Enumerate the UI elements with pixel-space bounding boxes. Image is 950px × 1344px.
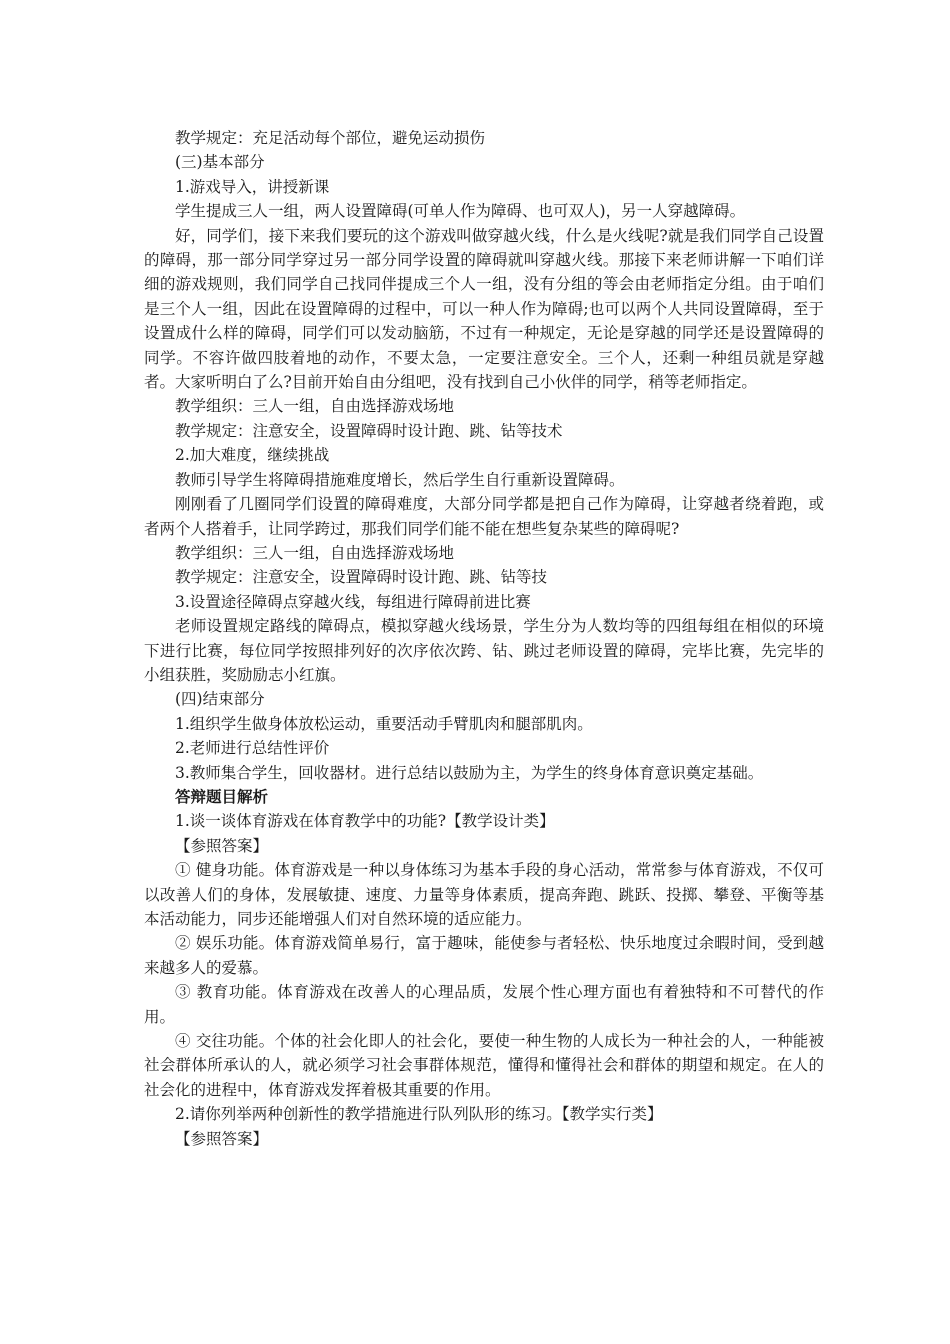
- subheading-obstacle-race: 3.设置途径障碍点穿越火线，每组进行障碍前进比赛: [175, 592, 531, 611]
- subheading-game-intro: 1.游戏导入，讲授新课: [175, 177, 330, 196]
- paragraph-teaching-rule: 教学规定：注意安全，设置障碍时设计跑、跳、钻等技: [175, 568, 548, 587]
- paragraph-game-explanation: 好，同学们，接下来我们要玩的这个游戏叫做穿越火线，什么是火线呢?就是我们同学自己设置的障碍，那一部分同学穿过另一部分同学设置的障碍就叫穿越火线。那接下来老师讲解一下咱们详细的游戏规则，我们同学自己找同伴提成三个人一组，没有分组的等会由老师指定分组。由于咱们是三个人一组，因此在设置障碍的过程中，可以一种人作为障碍;也可以两个人共同设置障碍，至于设置成什么样的障碍，同学们可以发动脑筋，不过有一种规定，无论是穿越的同学还是设置障碍的同学。不容许做四肢着地的动作，不要太急，一定要注意安全。三个人，还剩一种组员就是穿越者。大家听明白了么?目前开始自由分组吧，没有找到自己小伙伴的同学，稍等老师指定。: [144, 226, 824, 392]
- answer-education-function: ③ 教育功能。体育游戏在改善人的心理品质，发展个性心理方面也有着独特和不可替代的作用。: [144, 983, 824, 1026]
- answer-fitness-function: ① 健身功能。体育游戏是一种以身体练习为基本手段的身心活动，常常参与体育游戏，不仅可以改善人们的身体，发展敏捷、速度、力量等身体素质，提高奔跑、跳跃、投掷、攀登、平衡等基本活动能力，同步还能增强人们对自然环境的适应能力。: [144, 861, 824, 928]
- paragraph-teaching-rule: 教学规定：注意安全，设置障碍时设计跑、跳、钻等技术: [175, 421, 563, 440]
- reference-answer-label: 【参照答案】: [175, 836, 269, 855]
- document-page: [144, 126, 824, 1151]
- reference-answer-label: 【参照答案】: [175, 1129, 269, 1148]
- list-item-summary: 3.教师集合学生，回收器材。进行总结以鼓励为主，为学生的终身体育意识奠定基础。: [175, 763, 764, 782]
- paragraph-grouping: 学生提成三人一组，两人设置障碍(可单人作为障碍、也可双人)，另一人穿越障碍。: [175, 202, 746, 221]
- question-1: 1.谈一谈体育游戏在体育教学中的功能?【教学设计类】: [175, 812, 555, 831]
- answer-social-function: ④ 交往功能。个体的社会化即人的社会化，要使一种生物的人成长为一种社会的人，一种能被社会群体所承认的人，就必须学习社会事群体规范，懂得和懂得社会和群体的期望和规定。在人的社会化的进程中，体育游戏发挥着极其重要的作用。: [144, 1032, 824, 1099]
- paragraph-difficulty-talk: 刚刚看了几圈同学们设置的障碍难度，大部分同学都是把自己作为障碍，让穿越者绕着跑，或者两个人搭着手，让同学跨过，那我们同学们能不能在想些复杂某些的障碍呢?: [144, 495, 824, 538]
- subheading-increase-difficulty: 2.加大难度，继续挑战: [175, 446, 330, 465]
- paragraph-teacher-guidance: 教师引导学生将障碍措施难度增长，然后学生自行重新设置障碍。: [175, 470, 625, 489]
- list-item-relaxation: 1.组织学生做身体放松运动，重要活动手臂肌肉和腿部肌肉。: [175, 714, 593, 733]
- heading-defense-questions: 答辩题目解析: [175, 786, 269, 806]
- section-heading-end-part: (四)结束部分: [175, 690, 265, 709]
- paragraph-teaching-rule: 教学规定：充足活动每个部位，避免运动损伤: [175, 129, 486, 147]
- answer-entertainment-function: ② 娱乐功能。体育游戏简单易行，富于趣味，能使参与者轻松、快乐地度过余暇时间，受到越来越多人的爱慕。: [144, 934, 824, 977]
- paragraph-teaching-organization: 教学组织：三人一组，自由选择游戏场地: [175, 397, 455, 416]
- paragraph-teaching-organization: 教学组织：三人一组，自由选择游戏场地: [175, 543, 455, 562]
- question-2: 2.请你列举两种创新性的教学措施进行队列队形的练习。【教学实行类】: [175, 1105, 663, 1124]
- paragraph-race-description: 老师设置规定路线的障碍点，模拟穿越火线场景，学生分为人数均等的四组每组在相似的环境下进行比赛，每位同学按照排列好的次序依次跨、钻、跳过老师设置的障碍，完毕比赛，先完毕的小组获胜，奖励励志小红旗。: [144, 617, 824, 684]
- section-heading-basic-part: (三)基本部分: [175, 153, 265, 172]
- list-item-evaluation: 2.老师进行总结性评价: [175, 739, 330, 758]
